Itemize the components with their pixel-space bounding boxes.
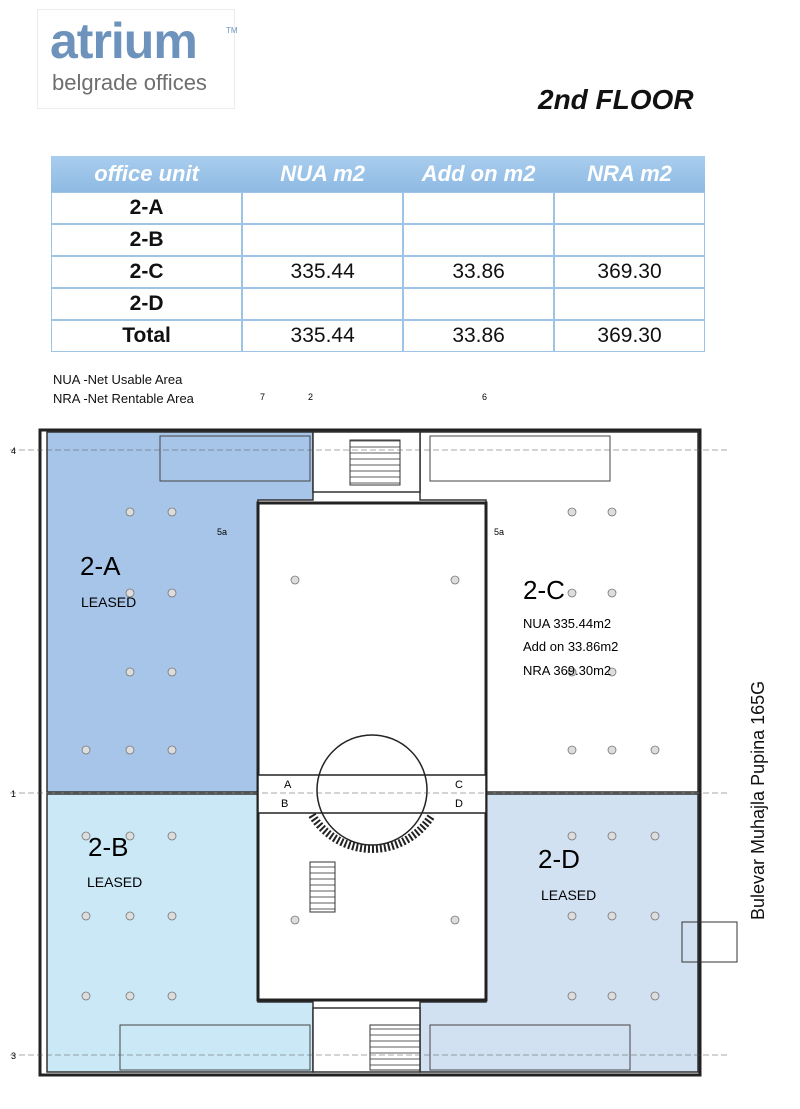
cell-unit: 2-B bbox=[51, 224, 242, 256]
cell-nua: 335.44 bbox=[242, 320, 403, 352]
grid-mark-5a-left: 5a bbox=[217, 527, 228, 537]
header-office-unit: office unit bbox=[51, 156, 242, 192]
grid-mark-1: 1 bbox=[11, 789, 17, 799]
logo-trademark: TM bbox=[226, 26, 238, 35]
stair-run bbox=[310, 862, 335, 912]
unit-2a-status: LEASED bbox=[81, 594, 137, 610]
unit-2b-label: 2-B bbox=[88, 832, 129, 862]
cell-unit: 2-A bbox=[51, 192, 242, 224]
grid-mark-3: 3 bbox=[11, 1051, 17, 1061]
atrium-letter-c: C bbox=[455, 779, 463, 791]
atrium-letter-b: B bbox=[281, 798, 289, 810]
cell-addon: 33.86 bbox=[403, 256, 554, 288]
unit-2c-nra: NRA 369.30m2 bbox=[523, 663, 612, 678]
unit-2c-addon: Add on 33.86m2 bbox=[523, 639, 619, 654]
cell-nra: 369.30 bbox=[554, 320, 705, 352]
unit-2c-label: 2-C bbox=[523, 575, 565, 605]
grid-mark-5a-right: 5a bbox=[494, 527, 505, 537]
unit-2d-status: LEASED bbox=[541, 887, 597, 903]
unit-2d-label: 2-D bbox=[538, 844, 580, 874]
cell-unit: 2-D bbox=[51, 288, 242, 320]
grid-mark-7: 7 bbox=[260, 392, 266, 402]
atrium-letter-d: D bbox=[455, 798, 463, 810]
cell-unit: Total bbox=[51, 320, 242, 352]
unit-2c-nua: NUA 335.44m2 bbox=[523, 616, 612, 631]
grid-mark-4: 4 bbox=[11, 446, 17, 456]
atrium-bridge bbox=[258, 775, 486, 813]
header-nua: NUA m2 bbox=[242, 156, 403, 192]
cell-unit: 2-C bbox=[51, 256, 242, 288]
unit-2a-label: 2-A bbox=[80, 551, 121, 581]
atrium-letter-a: A bbox=[284, 779, 292, 791]
legend-nua: NUA -Net Usable Area bbox=[53, 372, 183, 387]
legend-nra: NRA -Net Rentable Area bbox=[53, 391, 194, 406]
grid-mark-6: 6 bbox=[482, 392, 488, 402]
cell-addon: 33.86 bbox=[403, 320, 554, 352]
cell-nra: 369.30 bbox=[554, 256, 705, 288]
logo-brand: atrium bbox=[50, 13, 197, 69]
grid-mark-2: 2 bbox=[308, 392, 314, 402]
staircase-top bbox=[350, 440, 400, 485]
unit-2b-status: LEASED bbox=[87, 874, 143, 890]
header-nra: NRA m2 bbox=[554, 156, 705, 192]
logo-subtitle: belgrade offices bbox=[52, 70, 207, 95]
staircase-bottom bbox=[370, 1025, 420, 1070]
floor-title: 2nd FLOOR bbox=[538, 84, 694, 115]
street-address: Bulevar Muhajla Pupina 165G bbox=[748, 680, 768, 920]
header-addon: Add on m2 bbox=[403, 156, 554, 192]
cell-nua: 335.44 bbox=[242, 256, 403, 288]
